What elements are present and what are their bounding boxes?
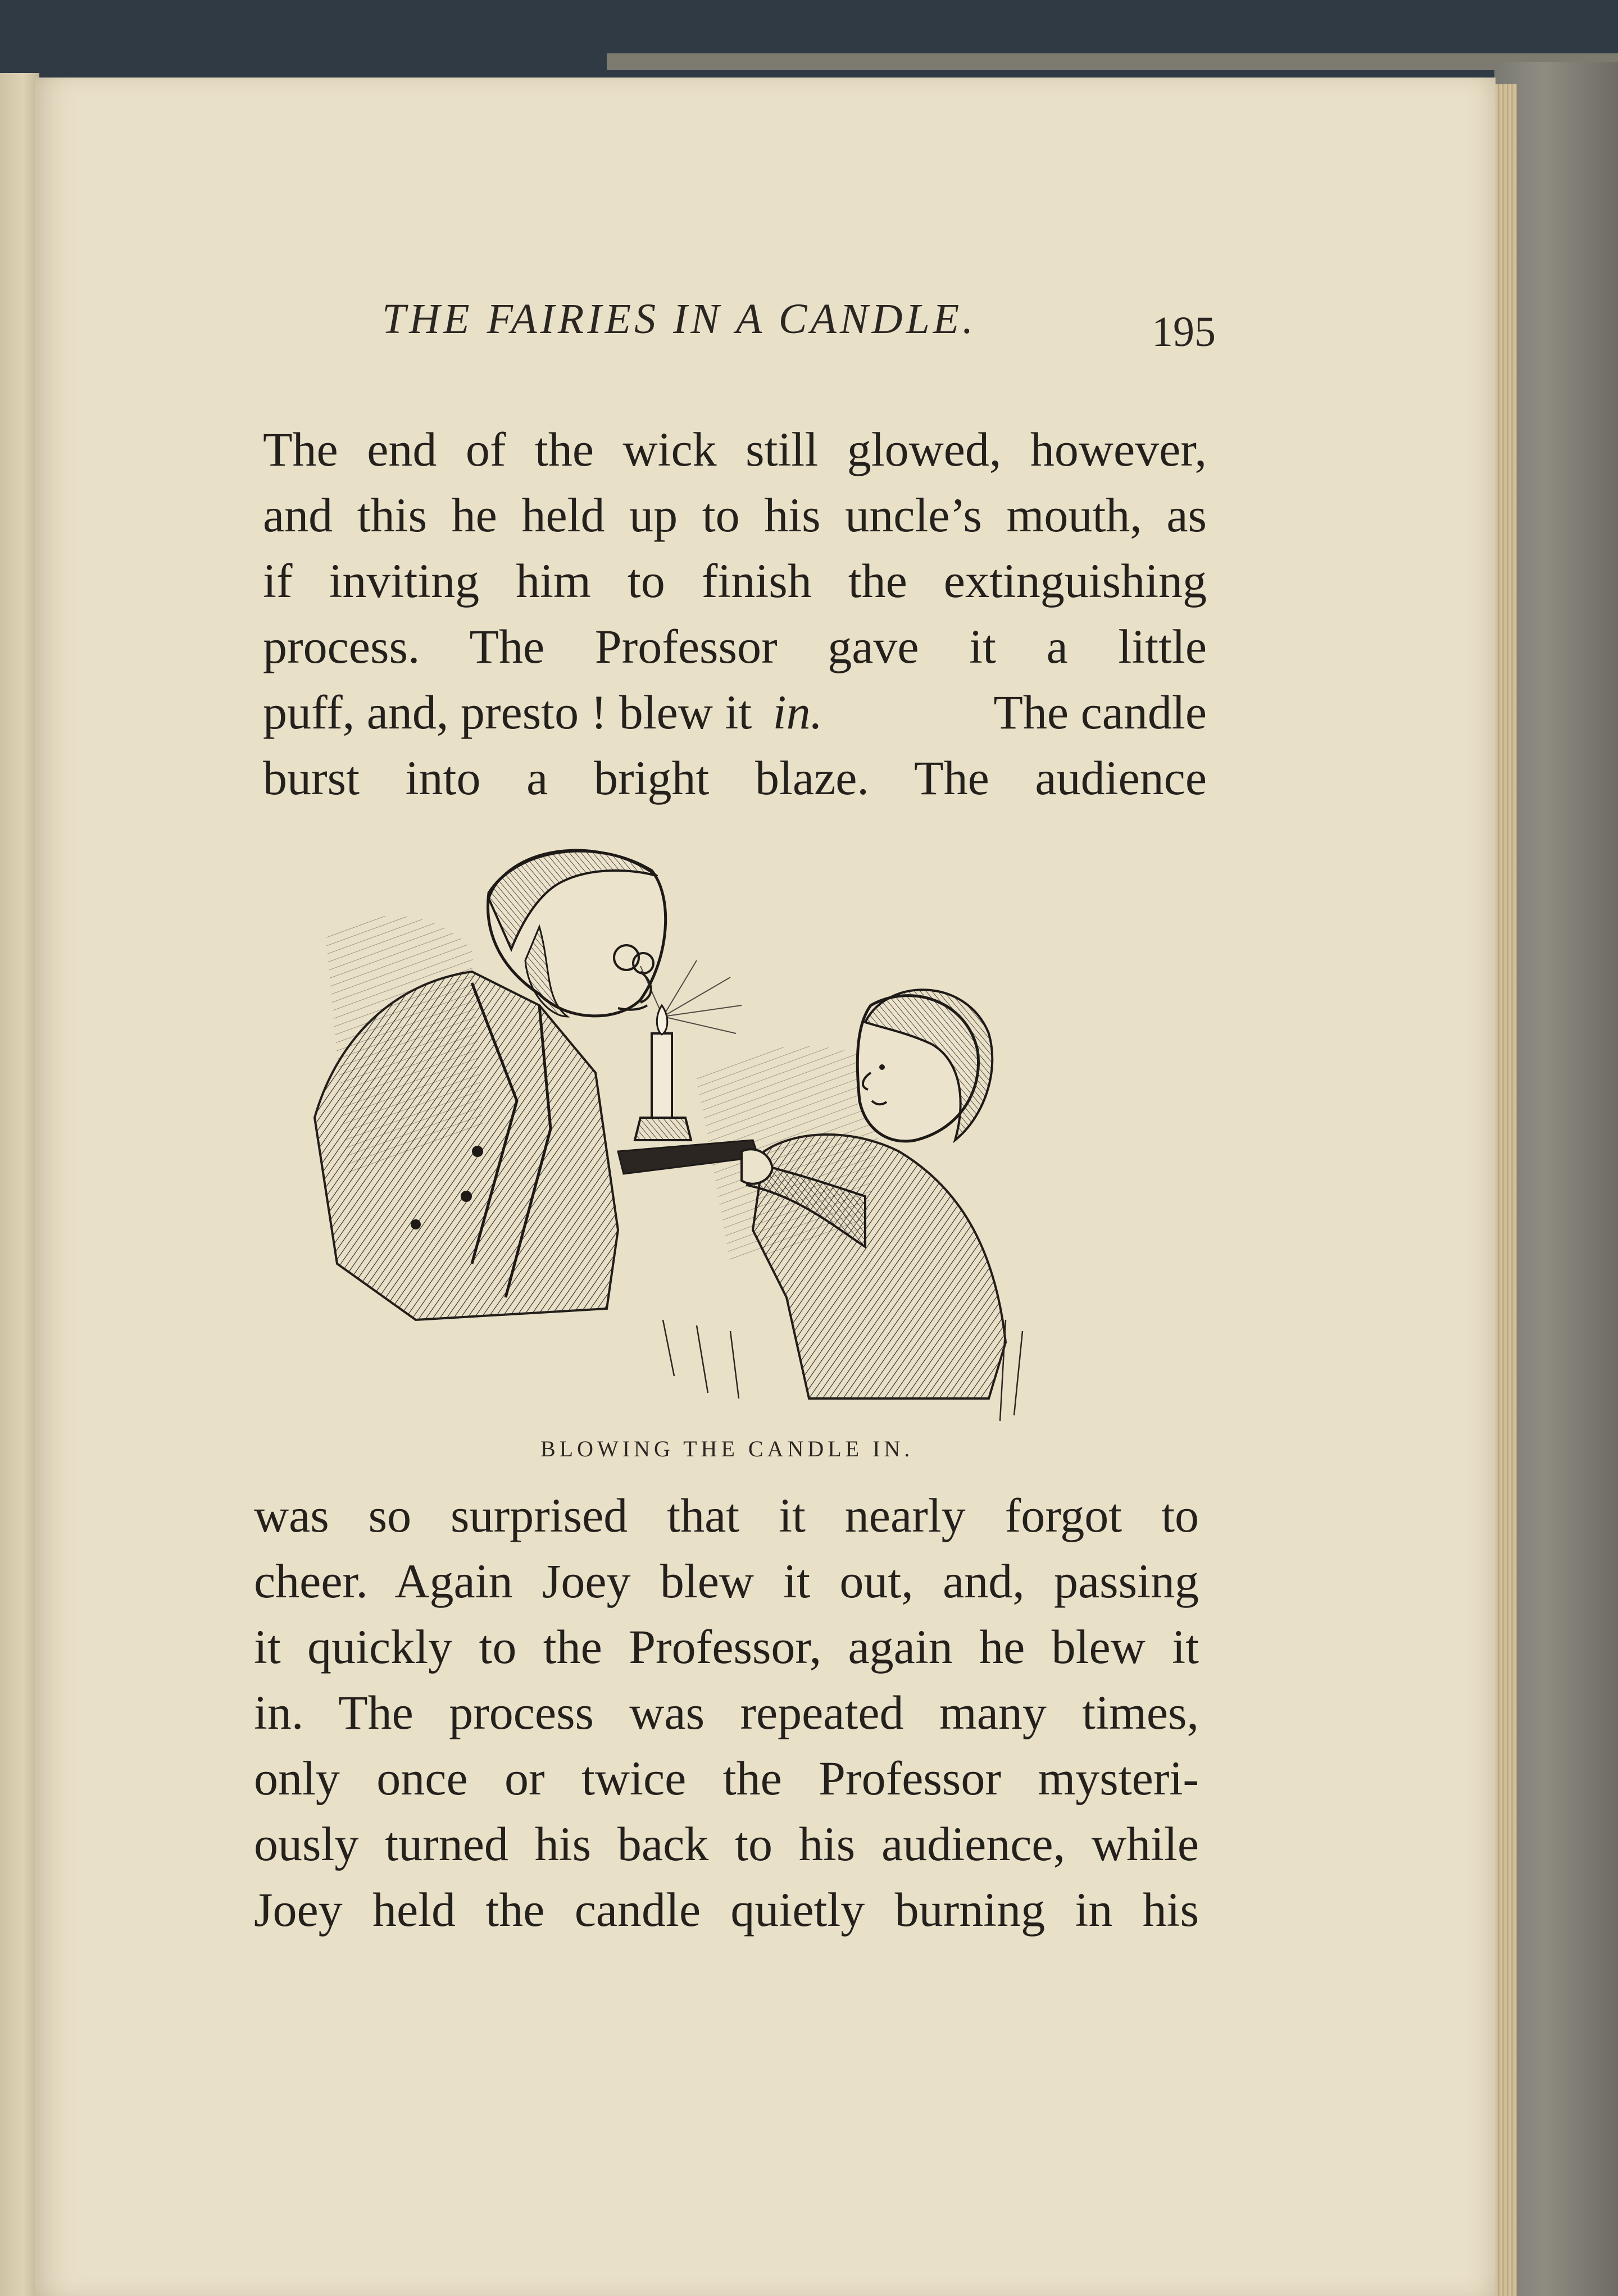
- page-number: 195: [1152, 308, 1216, 356]
- text-line: The end of the wick still glowed, however,: [263, 422, 1207, 476]
- text-line: in. The process was repeated many times,: [254, 1685, 1199, 1739]
- cover-board-top: [607, 53, 1618, 70]
- text-line-part: puff, and, presto ! blew it: [263, 685, 752, 739]
- engraving-illustration: [303, 837, 1169, 1432]
- text-line: process. The Professor gave it a little: [263, 619, 1207, 673]
- text-line-part: The candle: [993, 685, 1207, 739]
- text-line: it quickly to the Professor, again he blew it: [254, 1620, 1199, 1674]
- italic-word: in.: [772, 685, 823, 739]
- text-line-with-italic: [263, 680, 1207, 745]
- text-line: Joey held the candle quietly burning in his: [254, 1883, 1199, 1937]
- text-line: was so surprised that it nearly forgot to: [254, 1488, 1199, 1542]
- text-line: burst into a bright blaze. The audience: [263, 751, 1207, 805]
- text-line: if inviting him to finish the extinguishing: [263, 554, 1207, 608]
- paragraph-top: [263, 417, 1207, 811]
- facing-page-edge: [0, 73, 39, 2296]
- running-head: THE FAIRIES IN A CANDLE.: [382, 295, 977, 343]
- text-line: and this he held up to his uncle’s mouth, as: [263, 488, 1207, 542]
- text-line: only once or twice the Professor mysteri-: [254, 1751, 1199, 1805]
- paragraph-bottom: [254, 1483, 1199, 1943]
- text-line: cheer. Again Joey blew it out, and, passing: [254, 1554, 1199, 1608]
- illustration-caption: BLOWING THE CANDLE IN.: [540, 1436, 914, 1461]
- text-line: ously turned his back to his audience, while: [254, 1817, 1199, 1871]
